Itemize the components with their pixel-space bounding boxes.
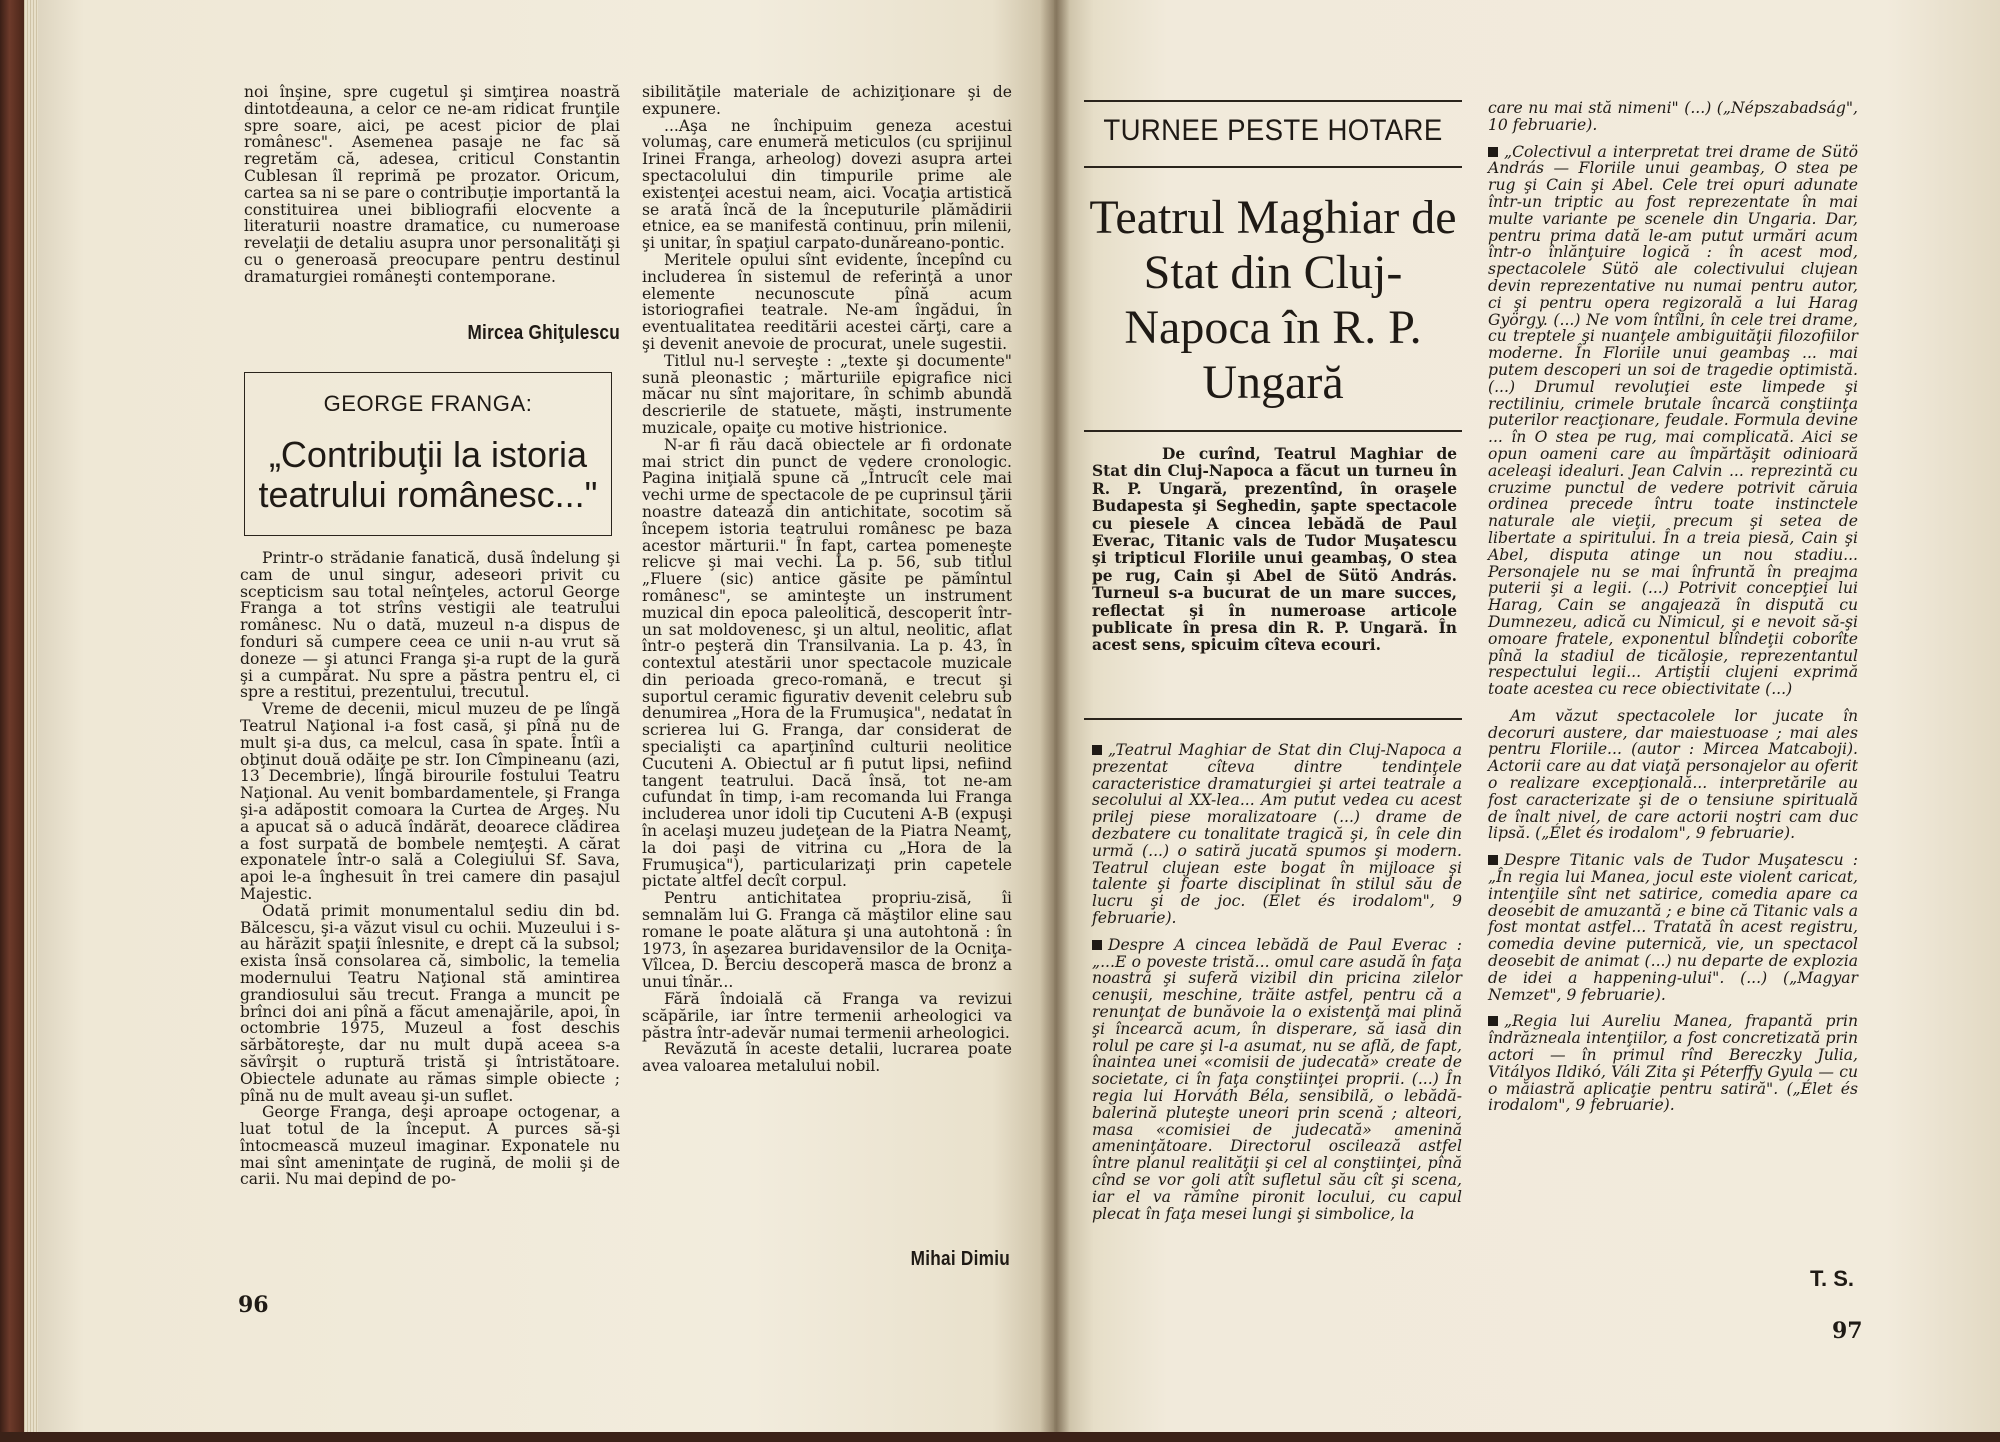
- paragraph: Despre A cincea lebădă de Paul Everac : „...E o poveste tristă... omul care asudă în faţa noastră şi suferă vizibil din pricina zilelor cenuşii, meschine, trăite astfel, pentru că a renunţat de bunăvoie la o existenţă mai plină şi încearcă acum, în disperare, să iasă din rolul pe care şi l-a asumat, nu se află, de fapt, înaintea unei «comisii de judecată» create de societate, ci în faţa conştiinţei proprii. (...) În regia lui Horváth Béla, sensibilă, o lebădă-balerină pluteşte uneori prin scenă ; alteori, masa «comisiei de judecată» amenină ameninţătoare. Directorul oscilează astfel între planul realităţii şi cel al conştiinţei, pînă cînd se vor goli atît sufletul său cît şi scena, iar el va rămîne pironit locului, cu capul plecat în faţa mesei lungi şi simbolice, la: [1092, 935, 1462, 1223]
- paragraph: Revăzută în aceste detalii, lucrarea poate avea valoarea metalului nobil.: [642, 1040, 1012, 1076]
- book-title: „Contribuţii la istoria teatrului românesc...": [258, 434, 598, 515]
- gutter-shadow: [1040, 0, 1070, 1432]
- paragraph: Meritele opului sînt evidente, începînd cu includerea în sistemul de referinţă a unor elemente necunoscute pînă acum istoriografiei teatrale. Ne-am îngădui, în eventualitatea reeditării acestei cărţi, care a şi devenit anevoie de procurat, unele sugestii.: [642, 250, 1012, 353]
- page-edges: [24, 0, 38, 1432]
- byline-ghitulescu: Mircea Ghiţulescu: [467, 322, 620, 344]
- left-col1-bottom: [240, 550, 620, 1188]
- byline-dimiu: Mihai Dimiu: [910, 1248, 1010, 1270]
- book-author: GEORGE FRANGA:: [323, 391, 533, 416]
- left-col1-top: [244, 84, 620, 286]
- section-heading: TURNEE PESTE HOTARE: [1103, 114, 1443, 147]
- paragraph: „Colectivul a interpretat trei drame de Sütö András — Floriile unui geambaş, O stea pe rug şi Cain şi Abel. Cele trei opuri adunate într-un triptic au fost reprezentate în mai multe variante pe scenele din Ungaria. Dar, pentru prima dată le-am putut urmări acum într-o înlănţuire logică : în acest mod, spectacolele Sütö ale colectivului clujean devin reprezentative nu numai pentru autor, ci şi pentru opera regizorală a lui Harag György. (...) Ne vom întîlni, în cele trei drame, cu treptele şi nuanţele ambiguităţii filozofiilor moderne. În Floriile unui geambaş ... mai putem descoperi un soi de tragedie optimistă. (...) Drumul revoluţiei este limpede şi rectiliniu, crimele brutale încarcă conştiinţa puterilor reacţionare, feudale. Formula devine ... în O stea pe rug, mai complicată. Aici se opun oameni care au împărtăşit odinioară aceleaşi idealuri. Jean Calvin ... reprezintă cu cruzime punctul de vedere potrivit căruia ordinea precede întru toate instinctele naturale ale vieţii, precum şi setea de libertate a spiritului. În a treia piesă, Cain şi Abel, disputa atinge un nou stadiu... Personajele nu se mai înfruntă în preajma puterii şi a legii. (...) Potrivit concepţiei lui Harag, Cain se angajează în dispută cu Dumnezeu, adică cu Nimicul, şi e nevoit să-şi omoare fratele, exponentul blîndeţii coborîte pînă la stadiul de ticăloşie, reprezentantul respectului legii... Artiştii clujeni exprimă toate acestea cu rece obiectivitate (...): [1488, 142, 1858, 699]
- title-rule: [1084, 430, 1462, 432]
- paragraph: „Regia lui Aureliu Manea, frapantă prin îndrăzneala intenţiilor, a fost concretizată prin actori — în primul rînd Bereczky Julia, Vitályos Ildikó, Váli Zita şi Péterffy Gyula — cu o măiastră aplicaţie pentru satiră". („Élet és irodalom", 9 februarie).: [1488, 1012, 1858, 1115]
- paragraph: Printr-o strădanie fanatică, dusă îndelung şi cam de unul singur, adeseori privit cu scepticism sau total neînţeles, actorul George Franga a tot strîns vestigii ale teatrului românesc. Nu o dată, muzeul n-a dispus de fonduri să cumpere ceea ce unii n-au vrut să doneze — şi atunci Franga şi-a rupt de la gură şi a cumpărat. Nu spre a păstra pentru el, ci spre a restitui, prezentului, trecutul.: [240, 549, 620, 702]
- right-col-a: [1092, 742, 1462, 1232]
- page-number-right: 97: [1832, 1318, 1863, 1344]
- page-number-left: 96: [238, 1292, 269, 1318]
- left-col2: [642, 84, 1012, 1075]
- paragraph: Pentru antichitatea propriu-zisă, îi semnalăm lui G. Franga că măştilor eline sau romane le poate alătura şi una autohtonă : în 1973, în aşezarea buridavensilor de la Ocniţa-Vîlcea, D. Berciu descoperă masca de bronz a unui tînăr...: [642, 889, 1012, 992]
- signature-ts: T. S.: [1810, 1266, 1855, 1291]
- paragraph: Odată primit monumentalul sediu din bd. Bălcescu, şi-a văzut visul cu ochii. Muzeului i s-au hărăzit spaţii înlesnite, e drept că la subsol; exista însă consolarea că, simbolic, la temelia modernului Teatru Naţional stă amintirea grandiosului său trecut. Franga a muncit pe brînci doi ani pînă a făcut amenajările, apoi, în octombrie 1975, Muzeul a fost deschis sărbătoreşte, dar nu mult după aceea s-a săvîrşit o ruptură tristă şi întristătoare. Obiectele adunate au rămas simple obiecte ; pînă nu de mult aveau şi-un suflet.: [240, 901, 620, 1105]
- bullet-square-icon: [1488, 1016, 1498, 1026]
- paragraph: noi înşine, spre cugetul şi simţirea noastră dintotdeauna, a celor ce ne-am ridicat frunţile spre soare, aici, pe acest picior de plai românesc". Asemenea pasaje ne fac să regretăm că, adesea, criticul Constantin Cublesan îl reprimă pe prozator. Oricum, cartea sa ni se pare o contribuţie importantă la constituirea unei bibliografii elocvente a literaturii noastre dramatice, cu numeroase revelaţii de detaliu asupra unor personalităţi şi cu o generoasă preocupare pentru destinul dramaturgiei româneşti contemporane.: [244, 83, 620, 286]
- paragraph: sibilităţile materiale de achiziţionare şi de expunere.: [642, 83, 1012, 118]
- header-rule-bottom: [1084, 166, 1462, 168]
- bullet-square-icon: [1092, 745, 1102, 755]
- paragraph: N-ar fi rău dacă obiectele ar fi ordonate mai strict din punct de vedere cronologic. Pagina iniţială spune că „Întrucît cele mai vechi urme de spectacole de pe cuprinsul ţării noastre datează din antichitate, socotim să începem istoria teatrului românesc pe baza acestor mărturii." În fapt, cartea pomeneşte relicve şi mai vechi. La p. 56, sub titlul „Fluere (sic) antice găsite pe pămîntul românesc", se aminteşte un instrument muzical din epoca paleolitică, descoperit într-un sat moldovenesc, şi un altul, neolitic, aflat într-o peşteră din Transilvania. La p. 43, în contextul atestării unor spectacole muzicale din perioada greco-romană, e trecut şi suportul ceramic figurativ devenit celebru sub denumirea „Hora de la Frumuşica", nedatat în scrierea lui G. Franga, dar considerat de specialişti ca aparţinînd culturii neolitice Cucuteni A. Obiectul ar fi putut lipsi, nefiind tangent teatrului. Dacă însă, tot ne-am cufundat în timp, i-am recomanda lui Franga includerea unor idoli tip Cucuteni A-B (expuşi în acelaşi muzeu judeţean de la Piatra Neamţ, la doi paşi de vitrina cu „Hora de la Frumuşica"), particularizaţi prin capetele pictate altfel decît corpul.: [642, 435, 1012, 891]
- book-cover-bottom: [0, 1432, 2000, 1442]
- paragraph: ...Aşa ne închipuim geneza acestui volumaş, care enumeră meticulos (cu sprijinul Irinei Franga, arheolog) dovezi asupra artei spectacolului din timpurile prime ale existenţei acestui neam, aici. Vocaţia artistică se arată încă de la începuturile plămădirii etnice, ea se manifestă continuu, prin milenii, şi unitar, în spaţiul carpato-dunăreano-pontic.: [642, 116, 1012, 253]
- paragraph: Am văzut spectacolele lor jucate în decoruri austere, dar maiestuoase ; mai ales pentru Floriile... (autor : Mircea Matcaboji). Actorii care au dat viaţă personajelor au oferit o realizare excepţională... interpretările au fost caracterizate şi de o tensiune spirituală de înalt nivel, de care actorii noştri cam duc lipsă. („Élet és irodalom", 9 februarie).: [1488, 706, 1858, 843]
- book-title-box: [244, 372, 612, 536]
- bullet-square-icon: [1092, 940, 1102, 950]
- paragraph: Despre Titanic vals de Tudor Muşatescu : „În regia lui Manea, jocul este violent caricat, intenţiile sînt net satirice, comedia apare ca deosebit de amuzantă ; e bine că Titanic vals a fost montat astfel... Tratată în acest registru, comedia devine puternică, vie, un spectacol deosebit de animat (...) nu departe de explozia de idei a happening-ului". (...) („Magyar Nemzet", 9 februarie).: [1488, 851, 1858, 1004]
- bullet-square-icon: [1488, 147, 1498, 157]
- paragraph: „Teatrul Maghiar de Stat din Cluj-Napoca a prezentat cîteva dintre tendinţele caracteristice dramaturgiei şi artei teatrale a secolului al XX-lea... Am putut vedea cu acest prilej piese moralizatoare (...) drame de dezbatere cu tonalitate tragică şi, în cele din urmă (...) o satiră jucată spumos şi modern. Teatrul clujean este bogat în mijloace şi talente şi foarte disciplinat în stilul său de lucru şi de joc. (Élet és irodalom", 9 februarie).: [1092, 741, 1462, 927]
- paragraph: Vreme de decenii, micul muzeu de pe lîngă Teatrul Naţional i-a fost casă, şi pînă nu de mult şi-a dus, ca melcul, casa în spate. Întîi a obţinut două odăiţe pe str. Ion Cîmpineanu (azi, 13 Decembrie), lîngă birourile fostului Teatru Naţional. Au venit bombardamentele, şi Franga şi-a adăpostit comoara la Curtea de Argeş. Nu a apucat să o aducă îndărăt, deoarece clădirea a fost surpată de bombele nemţeşti. A cărat exponatele într-o sală a Colegiului Sf. Sava, apoi le-a înghesuit în trei camere din pasajul Majestic.: [240, 700, 620, 903]
- paragraph: Fără îndoială că Franga va revizui scăpările, iar între termenii arheologici va păstra într-adevăr numai termenii arheologici.: [642, 990, 1012, 1042]
- header-rule-top: [1084, 100, 1462, 102]
- bullet-square-icon: [1488, 855, 1498, 865]
- right-col-b: [1488, 100, 1858, 1124]
- paragraph: care nu mai stă nimeni" (...) („Népszabadság", 10 februarie).: [1488, 99, 1858, 134]
- lede-text: De curînd, Teatrul Maghiar de Stat din Cluj-Napoca a făcut un turneu în R. P. Ungară, prezentînd, în oraşele Budapesta şi Seghedin, şapte spectacole cu piesele A cincea lebădă de Paul Everac, Titanic vals de Tudor Muşatescu şi tripticul Floriile unui geambaş, O stea pe rug, Cain şi Abel de Sütö András. Turneul s-a bucurat de un mare succes, reflectat şi în numeroase articole publicate în presa din R. P. Ungară. În acest sens, spicuim cîteva ecouri.: [1092, 445, 1457, 655]
- book-cover-edge: [0, 0, 24, 1442]
- article-lede: [1092, 446, 1457, 655]
- paragraph: Titlul nu-l serveşte : „texte şi documente" sună pleonastic ; mărturiile epigrafice nici măcar nu sînt majoritare, în schimb abundă descrierile de statuete, măşti, instrumente muzicale, opaiţe cu motive histrionice.: [642, 351, 1012, 437]
- lede-rule: [1084, 718, 1462, 720]
- article-title: Teatrul Maghiar de Stat din Cluj-Napoca în R. P. Ungară: [1089, 191, 1457, 409]
- paragraph: George Franga, deşi aproape octogenar, a luat totul de la început. A purces să-şi întocmească muzeul imaginar. Exponatele nu mai sînt ameninţate de rugină, de molii şi de carii. Nu mai depind de po-: [240, 1103, 620, 1189]
